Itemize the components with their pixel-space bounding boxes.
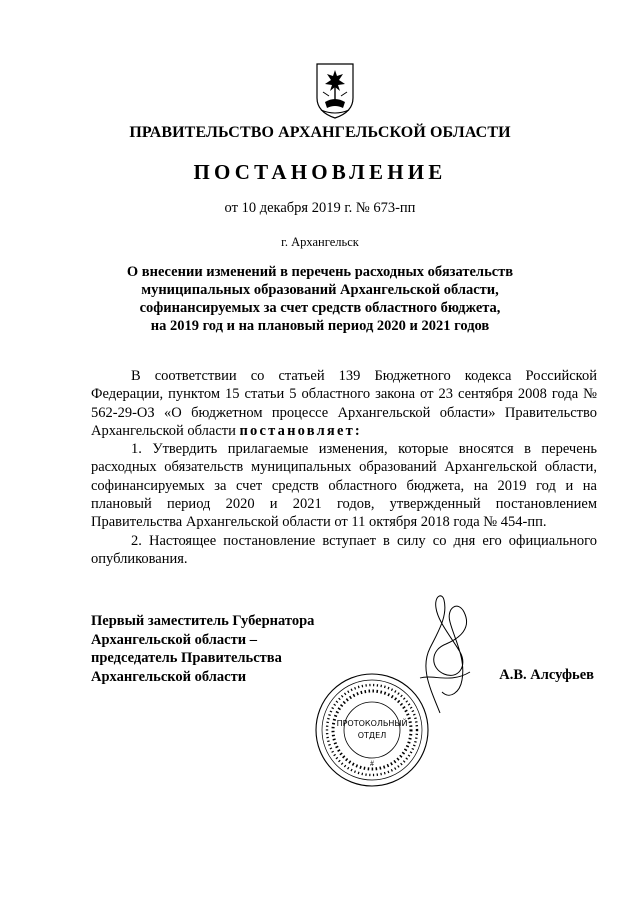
stamp-inner-line-1: ПРОТОКОЛЬНЫЙ (336, 719, 408, 728)
subject-line: О внесении изменений в перечень расходных обязательств (126, 264, 514, 280)
official-stamp (312, 670, 432, 790)
subject-line: муниципальных образований Архангельской области, (141, 282, 499, 298)
subject-line: софинансируемых за счет средств областного бюджета, (139, 300, 501, 316)
position-line: председатель Правительства (91, 650, 282, 666)
signatory-position (91, 612, 314, 686)
document-type: ПОСТАНОВЛЕНИЕ (193, 160, 447, 184)
subject-line: на 2019 год и на плановый период 2020 и 2021 годов (150, 318, 490, 334)
stamp-inner-line-2: ОТДЕЛ (357, 731, 387, 740)
position-line: Архангельской области (91, 668, 247, 685)
item-2: 2. Настоящее постановление вступает в силу со дня его официального опубликования. (91, 532, 597, 567)
document-subject (100, 263, 540, 335)
item-1: 1. Утвердить прилагаемые изменения, которые вносятся в перечень расходных обязательств муниципальных образований Архангельской области, софинансируемых за счет средств областного бюджета, на 2019 год и на плановый период 2020 и 2021 годов, утвержденный постановлением Правительства Архангельской области от 11 октября 2018 года № 454-пп. (91, 441, 597, 531)
intro-paragraph (91, 367, 597, 440)
government-name: ПРАВИТЕЛЬСТВО АРХАНГЕЛЬСКОЙ ОБЛАСТИ (129, 124, 511, 141)
position-line: Первый заместитель Губернатора (91, 613, 315, 629)
city: г. Архангельск (281, 235, 359, 249)
date-number: от 10 декабря 2019 г. № 673-пп (224, 200, 416, 216)
document-body (91, 367, 597, 568)
position-line: Архангельской области – (91, 631, 257, 648)
signatory-name: А.В. Алсуфьев (499, 667, 594, 683)
stamp-mark: # (370, 759, 374, 768)
intro-text: В соответствии со статьей 139 Бюджетного кодекса Российской Федерации, пунктом 15 статьи 5 областного закона от 23 сентября 2008 года № 562-29-ОЗ «О бюджетном процессе Архангельской области» Правительство Архангельской области (91, 368, 597, 439)
coat-of-arms-icon (313, 60, 357, 120)
decree-word: постановляет: (239, 422, 362, 439)
